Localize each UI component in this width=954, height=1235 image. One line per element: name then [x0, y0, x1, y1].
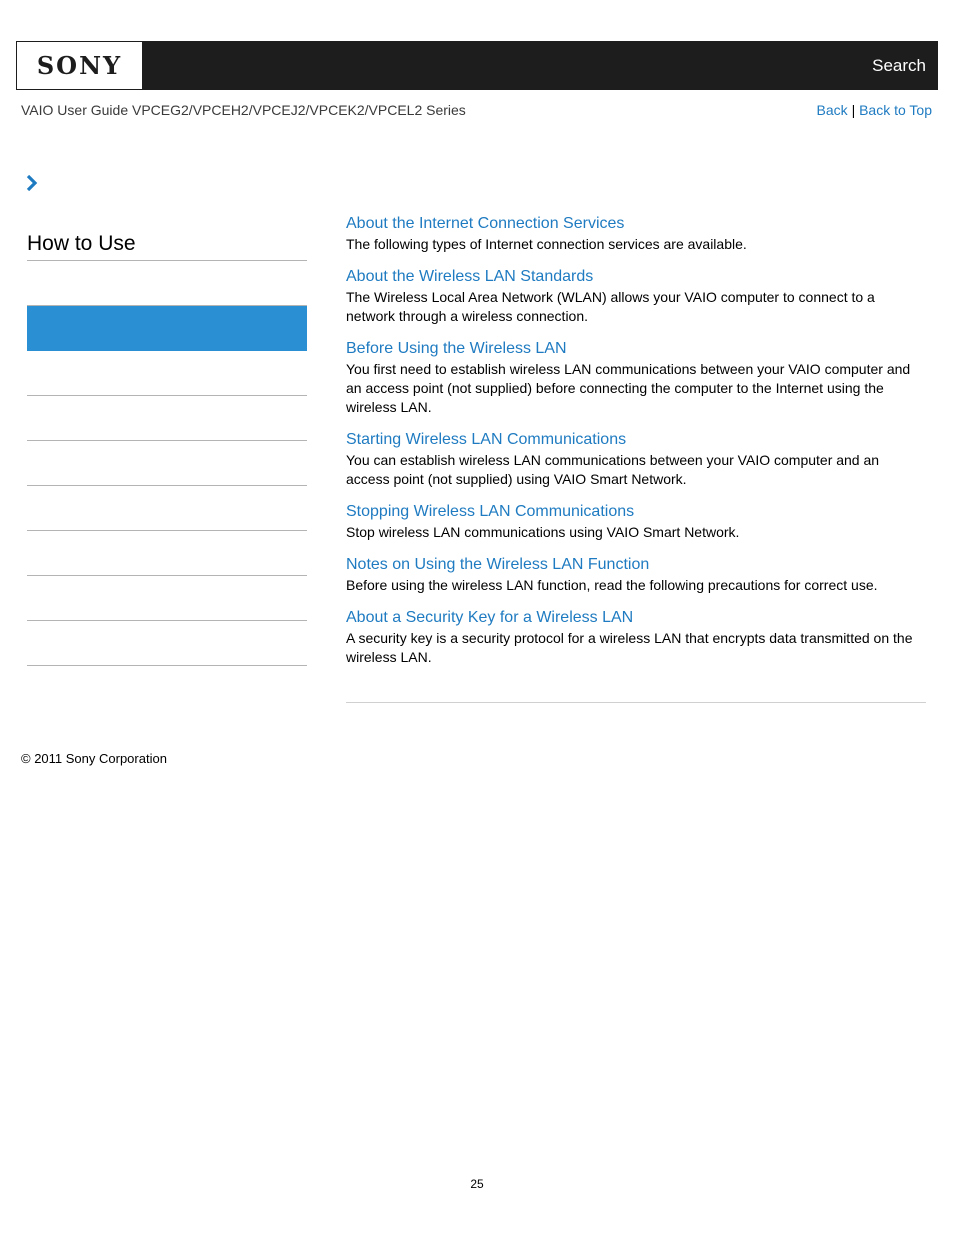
- topic-link[interactable]: Notes on Using the Wireless LAN Function: [346, 556, 650, 573]
- content-divider: [346, 702, 926, 703]
- topic-description: You first need to establish wireless LAN communications between your VAIO computer and an access point (not supplied) before connecting the computer to the Internet using the wireless LAN.: [346, 361, 911, 415]
- topic-description: Before using the wireless LAN function, read the following precautions for correct use.: [346, 577, 878, 593]
- topic-link[interactable]: Starting Wireless LAN Communications: [346, 431, 627, 448]
- sidebar-item[interactable]: [27, 351, 307, 396]
- topic-link[interactable]: Before Using the Wireless LAN: [346, 340, 567, 357]
- topic-description: A security key is a security protocol for a wireless LAN that encrypts data transmitted on the wireless LAN.: [346, 630, 913, 665]
- topic-description: The following types of Internet connection services are available.: [346, 236, 747, 252]
- page-number: 25: [470, 1177, 484, 1191]
- guide-title: VAIO User Guide VPCEG2/VPCEH2/VPCEJ2/VPCEK2/VPCEL2 Series: [21, 102, 466, 118]
- link-separator: |: [851, 102, 856, 118]
- topic-item: [346, 501, 926, 542]
- topic-item: [346, 429, 926, 489]
- sidebar: [27, 225, 307, 666]
- topic-description: You can establish wireless LAN communications between your VAIO computer and an access point (not supplied) using VAIO Smart Network.: [346, 452, 880, 487]
- sidebar-item-active[interactable]: [27, 306, 307, 351]
- sidebar-item[interactable]: [27, 441, 307, 486]
- topic-link[interactable]: Stopping Wireless LAN Communications: [346, 503, 635, 520]
- sidebar-item[interactable]: [27, 396, 307, 441]
- topic-list: [346, 213, 926, 679]
- sidebar-item[interactable]: [27, 576, 307, 621]
- chevron-right-icon[interactable]: [24, 175, 40, 191]
- back-to-top-link[interactable]: Back to Top: [859, 102, 932, 118]
- search-button[interactable]: Search: [872, 56, 926, 75]
- topic-item: [346, 266, 926, 326]
- logo-text: SONY: [36, 51, 123, 80]
- copyright: © 2011 Sony Corporation: [21, 751, 167, 766]
- sidebar-item[interactable]: [27, 531, 307, 576]
- topic-link[interactable]: About the Wireless LAN Standards: [346, 268, 594, 285]
- topic-item: [346, 213, 926, 254]
- top-links: [817, 102, 932, 118]
- sidebar-heading: How to Use: [27, 225, 307, 261]
- topic-link[interactable]: About the Internet Connection Services: [346, 215, 625, 232]
- sidebar-item[interactable]: [27, 261, 307, 306]
- topic-description: Stop wireless LAN communications using VAIO Smart Network.: [346, 524, 740, 540]
- sony-logo[interactable]: [16, 41, 143, 90]
- sidebar-item[interactable]: [27, 486, 307, 531]
- topic-description: The Wireless Local Area Network (WLAN) allows your VAIO computer to connect to a network through a wireless connection.: [346, 289, 875, 324]
- top-bar: [16, 41, 938, 90]
- topic-item: [346, 338, 926, 417]
- topic-item: [346, 554, 926, 595]
- topic-link[interactable]: About a Security Key for a Wireless LAN: [346, 609, 634, 626]
- back-link[interactable]: Back: [816, 102, 848, 118]
- sidebar-item[interactable]: [27, 621, 307, 666]
- topic-item: [346, 607, 926, 667]
